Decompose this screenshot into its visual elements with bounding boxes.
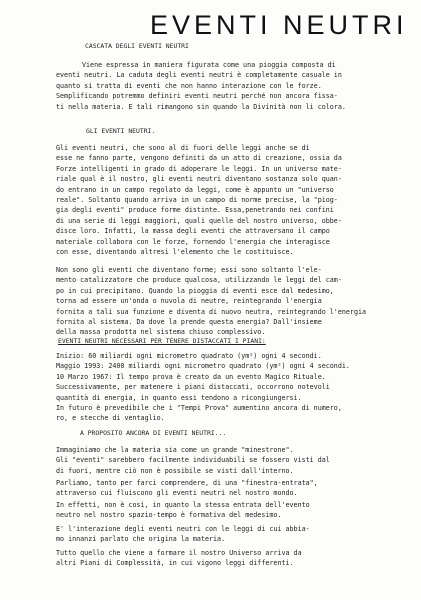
- paragraph-eventi-neutri: Gli eventi neutri, che sono al di fuori delle leggi anche se di esse ne fanno parte, vengono definiti da un atto di creazione, ossia da Forze intelligenti in grado di adoperare le leggi. In un universo mate- riale qual è il nostro, gli eventi neutri diventano sostanza solo quan- do entrano in un campo regolato da leggi, come è appunto un "universo reale". Soltanto quando arriva in un campo di norme precise, la "piog- gia degli eventi" produce forme distinte. Essa,penetrando nei confini di una serie di leggi maggiori, quali quelle del nostro universo, obbe- disce loro. Infatti, la massa degli eventi che attraversano il campo materiale collabora con le forze, fornendo l'energia che interagisce con esse, diventando altresì l'elemento che le costituisce.: [56, 144, 342, 257]
- paragraph-minestrone: Immaginiamo che la materia sia come un grande "minestrone". Gli "eventi" sarebbero facilmente individuabili se fossero visti dal di fuori, mentre ciò non è possibile se visti dall'interno.: [56, 446, 330, 475]
- document-subtitle: CASCATA DEGLI EVENTI NEUTRI: [85, 42, 189, 50]
- paragraph-intro: Viene espressa in maniera figurata come una pioggia composta di eventi neutri. La caduta degli eventi neutri è completamente casuale in quanto si tratta di eventi che non hanno interazione con le forze. Semplificando potremmo definiri eventi neutri perché non ancora fissa- ti nella materia. E tali rimangono sin quando la Divinità non li colora.: [56, 61, 346, 111]
- paragraph-catalizzatore: Non sono gli eventi che diventano forme; essi sono soltanto l'ele- mento catalizzatore che produce qualcosa, utilizzando le leggi del cam- po in cui precipitano. Quando la pioggia di eventi esce dal medesimo, torna ad essere un'onda o nuvola di neutre, reintegrando l'energia fornita a tali sua funzione e diventa di nuovo neutra, reintegrando l'energia fornita al sistema. Da dove la prende questa energia? Dall'insieme della massa prodotta nel sistema chiuso complessivo.: [56, 266, 367, 337]
- paragraph-interazione: E' l'interazione degli eventi neutri con le leggi di cui abbia- mo innanzi parlato che origina la materia.: [56, 525, 310, 544]
- section-heading-a-proposito: A PROPOSITO ANCORA DI EVENTI NEUTRI...: [80, 429, 227, 437]
- section-heading-piani: EVENTI NEUTRI NECESSARI PER TENERE DISTACCATI I PIANI:: [58, 337, 266, 345]
- section-heading-eventi-neutri: GLI EVENTI NEUTRI.: [86, 127, 156, 135]
- document-title: EVENTI NEUTRI: [150, 10, 408, 40]
- paragraph-effetti: In effetti, non è così, in quanto la stessa entrata dell'evento neutro nel nostro spazio-tempo è formativa del medesimo.: [56, 501, 310, 520]
- paragraph-misure: Inizio: 60 miliardi ogni micrometro quadrato (ym²) ogni 4 secondi. Maggio 1993: 2400 miliardi ogni micrometro quadrato (ym²) ogni 4 secondi. 10 Marzo 1967: Il tempo prova è creato da un evento Magico Rituale. Successivamente, per matenere i piani distaccati, occorrono notevoli quantità di energia, in quanto essi tendono a ricongiungersi. In futuro è prevedibile che i "Tempi Prova" aumentino ancora di numero, ro, e stecche di ventaglio.: [56, 352, 350, 423]
- paragraph-piani-complessita: Tutto quello che viene a formare il nostro Universo arriva da altri Piani di Complessità, in cui vigono leggi differenti.: [56, 549, 302, 568]
- paragraph-finestra: Parliamo, tanto per farci comprendere, di una "finestra-entrata", attraverso cui fluiscono gli eventi neutri nel nostro mondo.: [56, 479, 318, 498]
